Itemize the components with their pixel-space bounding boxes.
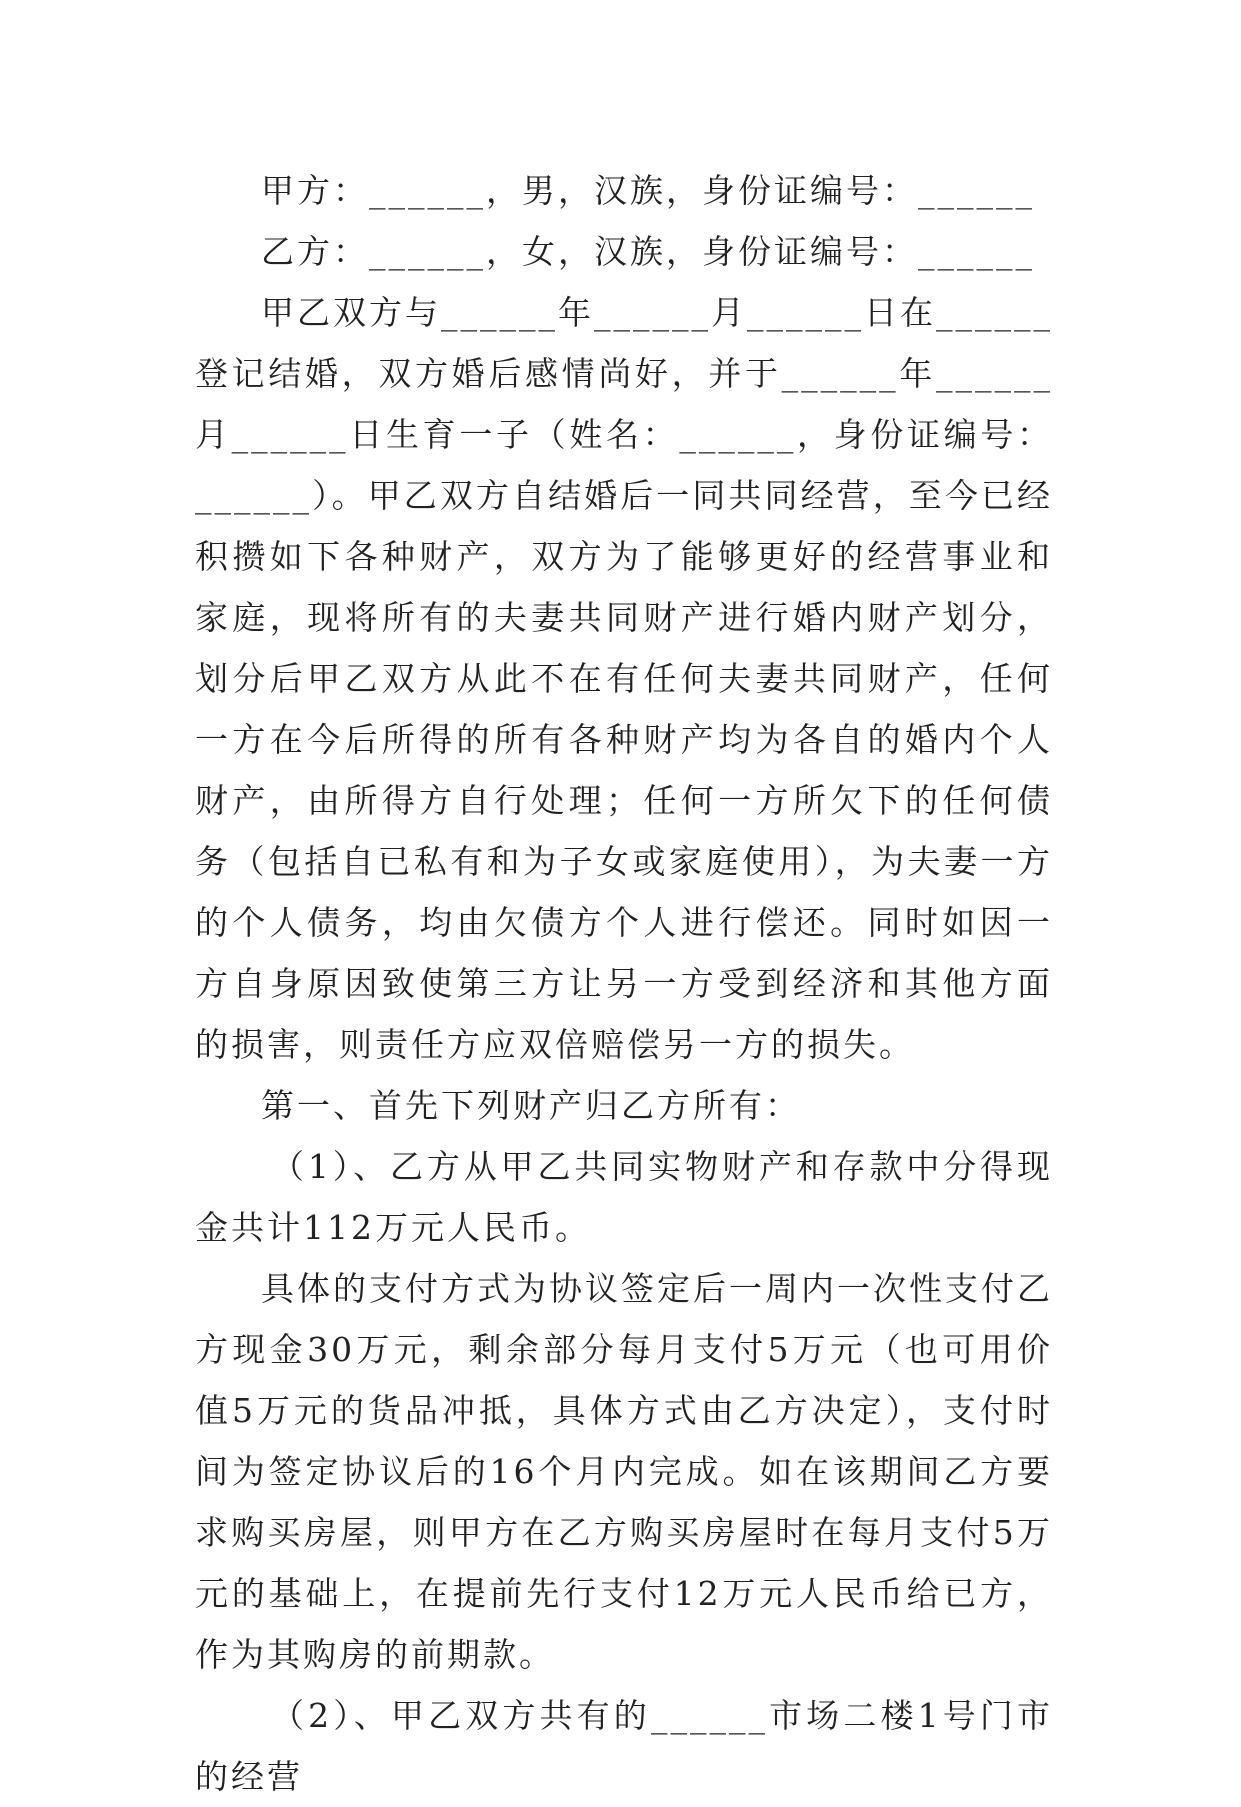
marriage-and-property-paragraph: 甲乙双方与______年______月______日在______登记结婚，双方婚后感情尚好，并于______年______月______日生育一子（姓名：______，身份证编号：______）。甲乙双方自结婚后一同共同经营，至今已经积攒如下各种财产，双方为了能够更好的经营事业和家庭，现将所有的夫妻共同财产进行婚内财产划分，划分后甲乙双方从此不在有任何夫妻共同财产，任何一方在今后所得的所有各种财产均为各自的婚内个人财产，由所得方自行处理；任何一方所欠下的任何债务（包括自已私有和为子女或家庭使用），为夫妻一方的个人债务，均由欠债方个人进行偿还。同时如因一方自身原因致使第三方让另一方受到经济和其他方面的损害，则责任方应双倍赔偿另一方的损失。 — [195, 293, 1053, 1064]
party-a-line: 甲方：______，男，汉族，身份证编号：______ — [261, 171, 1035, 210]
clause-2: （2）、甲乙双方共有的______市场二楼1号门市的经营 — [195, 1696, 1053, 1796]
payment-method-paragraph: 具体的支付方式为协议签定后一周内一次性支付乙方现金30万元，剩余部分每月支付5万元（也可用价值5万元的货品冲抵，具体方式由乙方决定），支付时间为签定协议后的16个月内完成。如在该期间乙方要求购买房屋，则甲方在乙方购买房屋时在每月支付5万元的基础上，在提前先行支付12万元人民币给已方，作为其购房的前期款。 — [195, 1269, 1053, 1674]
clause-1: （1）、乙方从甲乙共同实物财产和存款中分得现金共计112万元人民币。 — [195, 1147, 1053, 1247]
party-b-line: 乙方：______，女，汉族，身份证编号：______ — [261, 232, 1035, 271]
document-body — [195, 160, 1053, 1807]
section-one-heading: 第一、首先下列财产归乙方所有： — [261, 1086, 801, 1125]
